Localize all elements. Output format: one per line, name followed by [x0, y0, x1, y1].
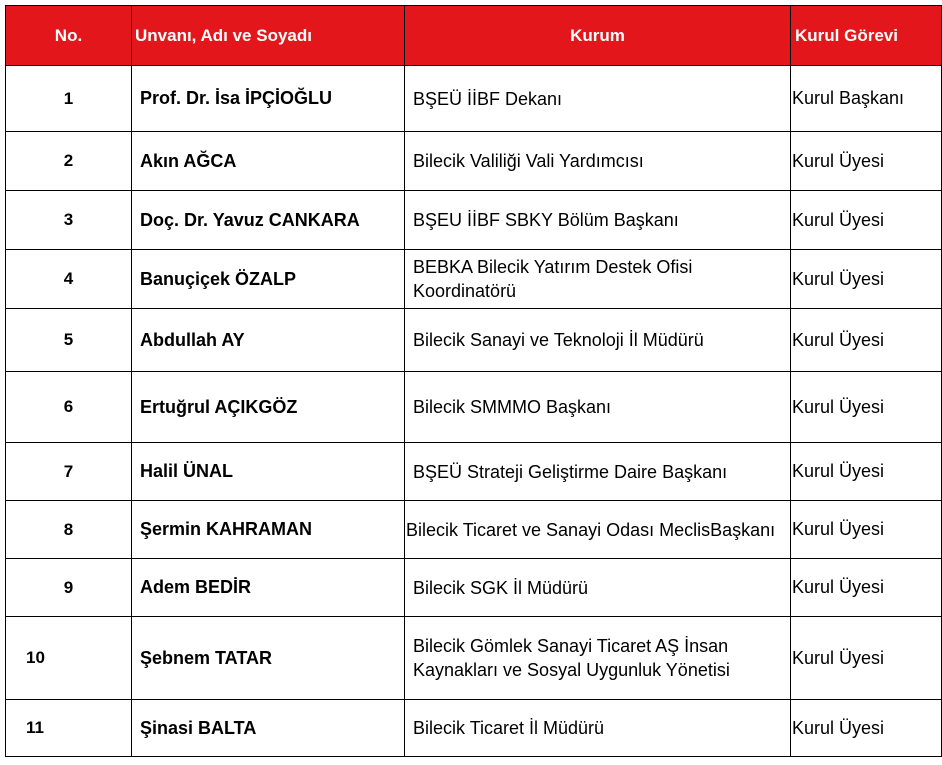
member-role: Kurul Üyesi [791, 617, 942, 700]
member-name: Şinasi BALTA [132, 700, 405, 757]
member-role: Kurul Üyesi [791, 559, 942, 617]
row-number: 4 [6, 250, 132, 309]
table-row [6, 309, 942, 372]
table-row [6, 559, 942, 617]
member-name: Adem BEDİR [132, 559, 405, 617]
member-institution: Bilecik Ticaret İl Müdürü [405, 700, 791, 757]
row-number: 10 [6, 617, 132, 700]
member-institution: Bilecik Valiliği Vali Yardımcısı [405, 132, 791, 191]
row-number: 8 [6, 501, 132, 559]
member-institution: BŞEU İİBF SBKY Bölüm Başkanı [405, 191, 791, 250]
member-role: Kurul Üyesi [791, 443, 942, 501]
row-number: 11 [6, 700, 132, 757]
member-role: Kurul Üyesi [791, 501, 942, 559]
board-members-table [5, 5, 942, 757]
table-row [6, 700, 942, 757]
table-row [6, 66, 942, 132]
member-role: Kurul Üyesi [791, 191, 942, 250]
table-row [6, 250, 942, 309]
member-institution: Bilecik Ticaret ve Sanayi Odası MeclisBaşkanı [405, 501, 791, 559]
header-name: Unvanı, Adı ve Soyadı [132, 6, 405, 66]
header-institution: Kurum [405, 6, 791, 66]
row-number: 6 [6, 372, 132, 443]
table-row [6, 372, 942, 443]
row-number: 9 [6, 559, 132, 617]
member-name: Halil ÜNAL [132, 443, 405, 501]
member-institution: BŞEÜ İİBF Dekanı [405, 66, 791, 132]
member-name: Ertuğrul AÇIKGÖZ [132, 372, 405, 443]
member-institution: Bilecik SGK İl Müdürü [405, 559, 791, 617]
row-number: 7 [6, 443, 132, 501]
table-row [6, 501, 942, 559]
row-number: 3 [6, 191, 132, 250]
member-name: Doç. Dr. Yavuz CANKARA [132, 191, 405, 250]
member-name: Prof. Dr. İsa İPÇİOĞLU [132, 66, 405, 132]
member-institution: Bilecik SMMMO Başkanı [405, 372, 791, 443]
table-row [6, 191, 942, 250]
member-name: Şermin KAHRAMAN [132, 501, 405, 559]
member-role: Kurul Üyesi [791, 372, 942, 443]
table-row [6, 443, 942, 501]
table-row [6, 132, 942, 191]
table-row [6, 617, 942, 700]
member-role: Kurul Başkanı [791, 66, 942, 132]
row-number: 5 [6, 309, 132, 372]
row-number: 2 [6, 132, 132, 191]
member-institution: Bilecik Gömlek Sanayi Ticaret AŞ İnsan Kaynakları ve Sosyal Uygunluk Yönetisi [405, 617, 791, 700]
member-role: Kurul Üyesi [791, 132, 942, 191]
member-institution: Bilecik Sanayi ve Teknoloji İl Müdürü [405, 309, 791, 372]
header-no: No. [6, 6, 132, 66]
table-header-row [6, 6, 942, 66]
header-role: Kurul Görevi [791, 6, 942, 66]
member-institution: BŞEÜ Strateji Geliştirme Daire Başkanı [405, 443, 791, 501]
member-role: Kurul Üyesi [791, 309, 942, 372]
member-name: Abdullah AY [132, 309, 405, 372]
member-role: Kurul Üyesi [791, 700, 942, 757]
member-name: Akın AĞCA [132, 132, 405, 191]
member-name: Şebnem TATAR [132, 617, 405, 700]
row-number: 1 [6, 66, 132, 132]
member-name: Banuçiçek ÖZALP [132, 250, 405, 309]
member-institution: BEBKA Bilecik Yatırım Destek Ofisi Koordinatörü [405, 250, 791, 309]
member-role: Kurul Üyesi [791, 250, 942, 309]
